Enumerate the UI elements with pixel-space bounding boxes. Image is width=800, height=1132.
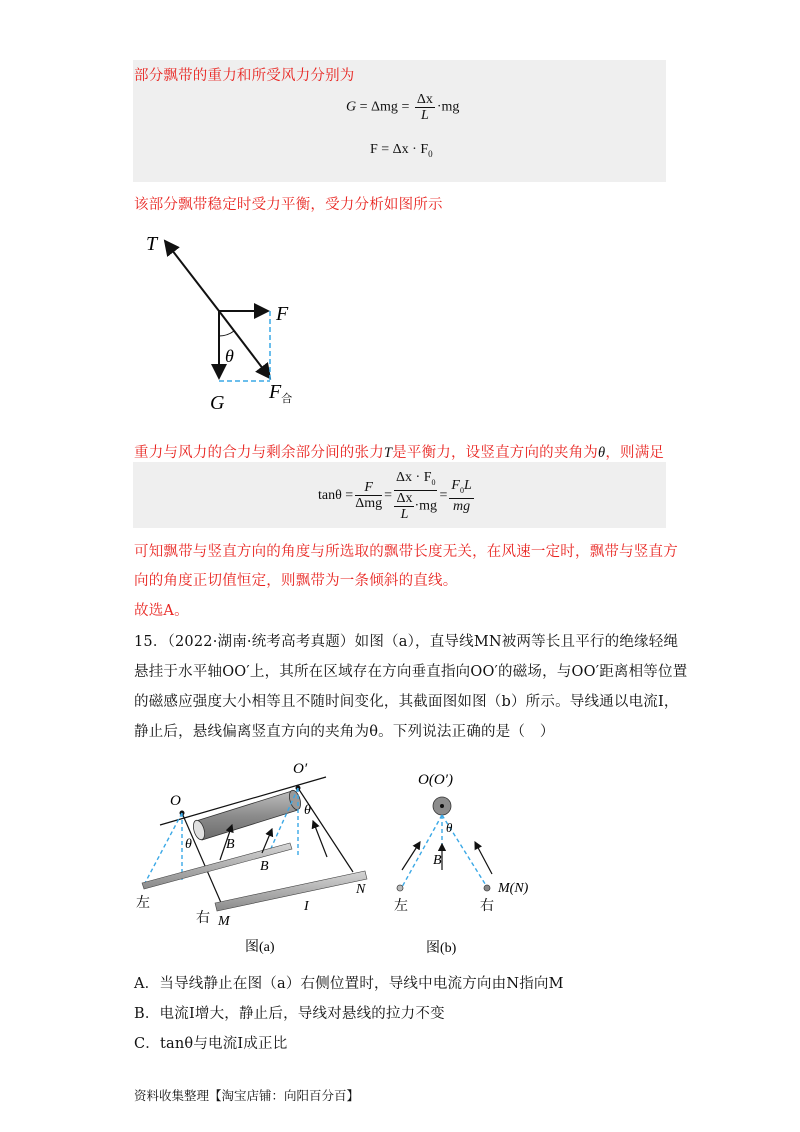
option-A[interactable]: A．当导线静止在图（a）右侧位置时，导线中电流方向由N指向M [134, 976, 564, 992]
tension-arrow [165, 241, 219, 311]
fig-b-theta: θ [446, 820, 453, 835]
fig-b-MN: M(N) [498, 881, 529, 896]
fig-a-left: 左 [136, 896, 150, 911]
fig-a-O: O [170, 793, 181, 809]
label-F-resultant: $F_合$ [269, 381, 293, 405]
resultant-arrow [219, 311, 270, 378]
option-C[interactable]: C．tanθ与电流I成正比 [134, 1036, 288, 1052]
fig-a-B2: B [260, 859, 269, 874]
label-T: T [146, 233, 158, 255]
equation-wind-force: $F = \Delta x \cdot F_0$ [370, 142, 433, 159]
fig-b-top: O(O′) [418, 772, 453, 788]
fig-b-right: 右 [480, 899, 494, 914]
question-line-3: 的磁感应强度大小相等且不随时间变化，其截面图如图（b）所示。导线通以电流I， [134, 694, 679, 710]
fig-a-caption: 图(a) [245, 940, 275, 955]
footer-text: 资料收集整理【淘宝店铺：向阳百分百】 [134, 1088, 360, 1103]
solution-line-3: 重力与风力的合力与剩余部分间的张力T是平衡力，设竖直方向的夹角为θ，则满足 [134, 445, 665, 461]
question-line-4: 静止后，悬线偏离竖直方向的夹角为θ。下列说法正确的是（ ） [134, 724, 555, 740]
figure-b [390, 762, 530, 962]
fig-b-B: B [433, 853, 442, 868]
solution-line-2: 该部分飘带稳定时受力平衡，受力分析如图所示 [134, 197, 443, 213]
figure-a [130, 755, 380, 960]
eq-term: ·mg [436, 99, 460, 115]
solution-line-1: 部分飘带的重力和所受风力分别为 [134, 68, 355, 84]
option-B[interactable]: B．电流I增大，静止后，导线对悬线的拉力不变 [134, 1006, 445, 1022]
eq-fraction: $\frac{\Delta x}{L}$ [416, 92, 433, 123]
question-line-1: 15．（2022·湖南·统考高考真题）如图（a），直导线MN被两等长且平行的绝缘轻绳 [134, 634, 679, 650]
force-diagram [140, 228, 310, 418]
question-line-2: 悬挂于水平轴OO′上，其所在区域存在方向垂直指向OO′的磁场，与OO′距离相等位置 [134, 664, 688, 680]
label-theta: θ [225, 346, 234, 366]
label-F: F [276, 303, 289, 325]
fig-a-theta2: θ [304, 803, 311, 818]
fig-a-theta1: θ [185, 837, 192, 852]
label-G: G [210, 392, 225, 414]
fig-a-Oprime: O′ [293, 761, 308, 777]
eq-sign: = [359, 99, 368, 115]
fig-b-left: 左 [394, 899, 408, 914]
solution-line-6: 故选A。 [134, 603, 189, 619]
eq-term: Δmg [371, 99, 398, 115]
fig-a-B1: B [226, 837, 235, 852]
fig-a-right: 右 [196, 911, 210, 926]
eq-sign: = [401, 99, 410, 115]
fig-a-N: N [356, 882, 366, 897]
equation-tan-theta: tanθ = $\frac{F}{\text{Δmg}}$ = $\Delta x \cdot F_0$ $\frac{\Delta x}{L}$ ·mg = $\frac{F_0L}{mg}$ [318, 470, 472, 522]
fig-b-caption: 图(b) [426, 941, 457, 956]
solution-line-5: 向的角度正切值恒定，则飘带为一条倾斜的直线。 [134, 573, 458, 589]
solution-line-4: 可知飘带与竖直方向的角度与所选取的飘带长度无关，在风速一定时，飘带与竖直方 [134, 544, 678, 560]
fig-a-M: M [218, 914, 230, 929]
fig-a-I: I [304, 899, 309, 914]
equation-gravity [346, 92, 459, 123]
eq-symbol: G [346, 99, 357, 115]
